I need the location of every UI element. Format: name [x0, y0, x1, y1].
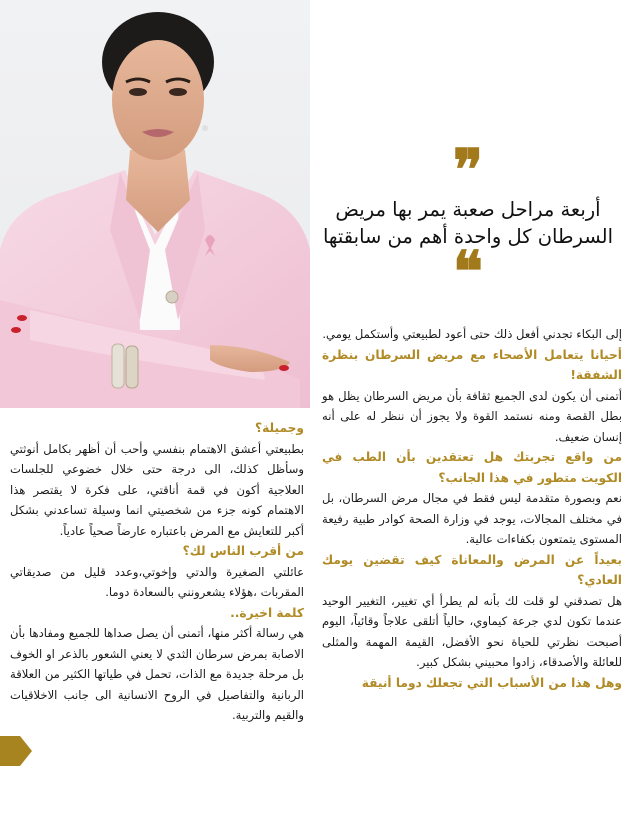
- question-heading: من أقرب الناس لك؟: [182, 544, 304, 558]
- question-heading: كلمة اخيرة..: [230, 605, 304, 620]
- paragraph: إلى البكاء تجدني أفعل ذلك حتى أعود لطبيعتي وأستكمل يومي.: [322, 327, 622, 341]
- question-heading: أحيانا يتعامل الأصحاء مع مريض السرطان بنظرة الشفقة!: [322, 347, 622, 382]
- paragraph: نعم وبصورة متقدمة ليس فقط في مجال مرض السرطان، بل في مختلف المجالات، يوجد في وزارة الصحة كوادر طبية رفيعة المستوى يتمتعون بكفاءات عالية.: [322, 491, 622, 546]
- close-quote-icon: ❝: [452, 239, 484, 305]
- paragraph: بطبيعتي أعشق الاهتمام بنفسي وأحب أن أظهر بكامل أنوثتي وسأظل كذلك، الى درجة حتى خلال خضوعي للجلسات العلاجية أكون في قمة أناقتي، على فكرة لا يقتصر هذا الاهتمام كونه جزء من شخصيتي انما وسيلة تساعدني بشكل أكبر للتعايش مع المرض باعتباره عارضاً صحياً عادياً.: [10, 441, 304, 538]
- paragraph: هي رسالة أكثر منها، أتمنى أن يصل صداها للجميع ومفادها بأن الاصابة بمرض سرطان الثدي لا يعني الشعور بالذعر او الخوف بل مرحلة جديدة مع الذات، تحمل في طياتها الكثير من العلاقة الربانية والتفاصيل في الروح الانسانية الى جانب الاخلاقيات والقيم والتربية.: [10, 626, 304, 722]
- question-heading: بعيداً عن المرض والمعاناة كيف تقضين يومك العادي؟: [322, 552, 622, 587]
- paragraph: هل تصدقني لو قلت لك بأنه لم يطرأ أي تغيير، التغيير الوحيد عندما تكون لدي جرعة كيماوي، حالياً أتلقى علاجاً وقائياً، اليوم أصبحت نظرتي للحياة نحو الأفضل، القيمة المهمة والمثلى للعائلة والأصدقاء، زادوا محبيني بشكل كبير.: [322, 593, 622, 669]
- page-tab-icon: [0, 736, 32, 766]
- page-tab-decoration: [0, 736, 32, 766]
- paragraph: عائلتي الصغيرة والدتي وإخوتي،وعدد قليل من صديقاتي المقربات ،هؤلاء يشعرونني بالسعادة دوما.: [10, 564, 304, 599]
- portrait-photo: [0, 0, 310, 408]
- question-heading: من واقع تجربتك هل تعتقدين بأن الطب في الكويت متطور في هذا الجانب؟: [322, 450, 622, 485]
- question-heading: وجميلة؟: [255, 421, 304, 435]
- paragraph: أتمنى أن يكون لدى الجميع ثقافة بأن مريض السرطان يظل هو بطل القصة ومنه نستمد القوة ولا يجوز أن ننظر له على أنه إنسان ضعيف.: [322, 388, 622, 444]
- article-column-left: [10, 418, 304, 726]
- portrait-illustration: [0, 0, 310, 408]
- article-column-right: [322, 324, 622, 693]
- open-quote-icon: ❞: [452, 137, 484, 203]
- pull-quote-text: أربعة مراحل صعبة يمر بها مريض السرطان كل واحدة أهم من سابقتها: [322, 198, 614, 248]
- question-heading: وهل هذا من الأسباب التي تجعلك دوما أنيقة: [361, 675, 622, 690]
- pull-quote: [318, 137, 618, 310]
